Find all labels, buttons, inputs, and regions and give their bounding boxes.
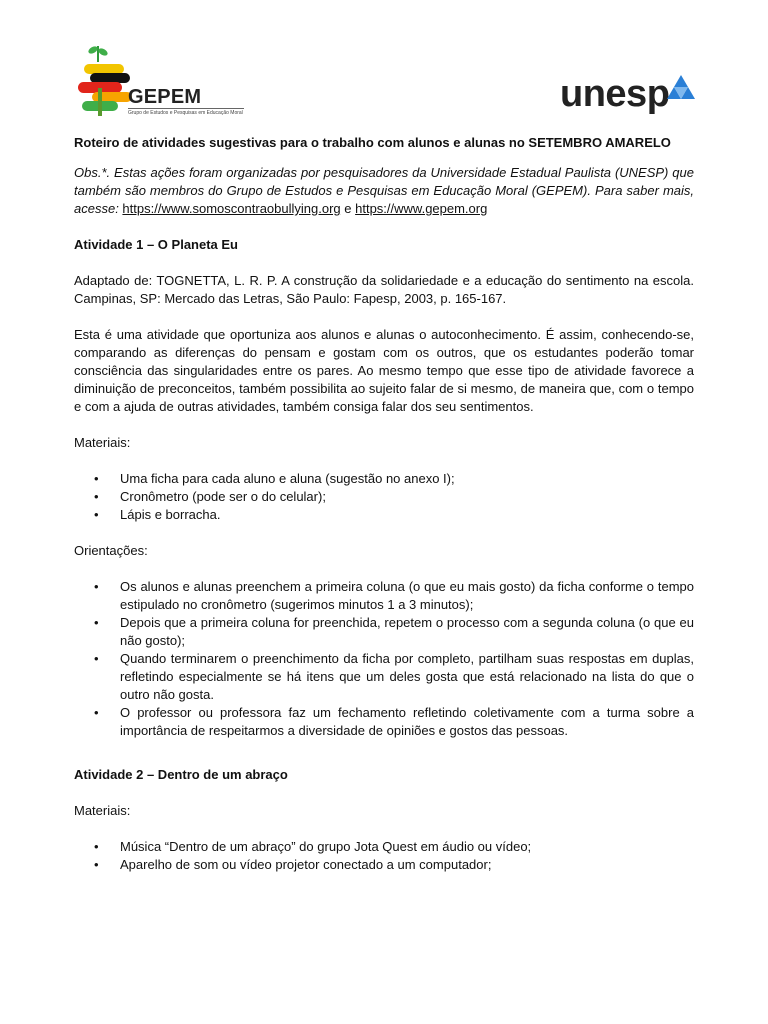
list-item-text: O professor ou professora faz um fechamento refletindo coletivamente com a turma sobre a importância de respeitarmos a diversidade de opiniões e gostos das pessoas. — [120, 705, 694, 738]
list-item-text: Lápis e borracha. — [120, 507, 221, 522]
list-item — [74, 614, 694, 650]
observation-text: Obs.*. Estas ações foram organizadas por pesquisadores da Universidade Estadual Paulista (UNESP) que também são membros do Grupo de Estudos e Pesquisas em Educação Moral (GEPEM). Para saber mais, acesse: — [74, 165, 694, 216]
gepem-name: GEPEM — [128, 86, 202, 108]
document-body — [74, 134, 694, 892]
bullet: • — [94, 839, 99, 854]
activity1-materials-list — [74, 470, 694, 524]
list-item — [74, 578, 694, 614]
observation-paragraph — [74, 164, 694, 218]
activity2-materials-list — [74, 838, 694, 874]
activity2-title: Atividade 2 – Dentro de um abraço — [74, 767, 288, 782]
list-item-text: Uma ficha para cada aluno e aluna (sugestão no anexo I); — [120, 471, 455, 486]
bullet: • — [94, 615, 99, 630]
activity1-source: Adaptado de: TOGNETTA, L. R. P. A construção da solidariedade e a educação do sentimento na escola. Campinas, SP: Mercado das Letras, São Paulo: Fapesp, 2003, p. 165-167. — [74, 273, 694, 306]
list-item — [74, 856, 694, 874]
document-title: Roteiro de atividades sugestivas para o trabalho com alunos e alunas no SETEMBRO AMARELO — [74, 135, 671, 150]
list-item-text: Os alunos e alunas preenchem a primeira coluna (o que eu mais gosto) da ficha conforme o tempo estipulado no cronômetro (sugerimos minutos 1 a 3 minutos); — [120, 579, 694, 612]
link-gepem[interactable]: https://www.gepem.org — [355, 201, 488, 216]
list-item-text: Aparelho de som ou vídeo projetor conectado a um computador; — [120, 857, 492, 872]
activity1-orientations-label: Orientações: — [74, 543, 148, 558]
activity1-orientations-list — [74, 578, 694, 740]
list-item-text: Cronômetro (pode ser o do celular); — [120, 489, 326, 504]
list-item — [74, 838, 694, 856]
list-item — [74, 488, 694, 506]
bullet: • — [94, 507, 99, 522]
list-item — [74, 650, 694, 704]
list-item-text: Música “Dentro de um abraço” do grupo Jota Quest em áudio ou vídeo; — [120, 839, 532, 854]
unesp-name: unesp — [560, 73, 670, 115]
link-separator: e — [340, 201, 356, 216]
bullet: • — [94, 705, 99, 720]
list-item-text: Quando terminarem o preenchimento da ficha por completo, partilham suas respostas em duplas, refletindo especialmente se há itens que um deles gosta que está relacionado na lista do que o outro não gosta. — [120, 651, 694, 702]
list-item — [74, 704, 694, 740]
bullet: • — [94, 651, 99, 666]
bullet: • — [94, 471, 99, 486]
bullet: • — [94, 579, 99, 594]
list-item — [74, 470, 694, 488]
link-somoscontraobullying[interactable]: https://www.somoscontraobullying.org — [122, 201, 341, 216]
gepem-subtitle: Grupo de Estudos e Pesquisas em Educação Moral — [128, 110, 243, 116]
list-item-text: Depois que a primeira coluna for preenchida, repetem o processo com a segunda coluna (o que eu não gosto); — [120, 615, 694, 648]
activity2-materials-label: Materiais: — [74, 803, 131, 818]
activity1-materials-label: Materiais: — [74, 435, 131, 450]
bullet: • — [94, 489, 99, 504]
unesp-triangles-icon — [666, 74, 696, 104]
list-item — [74, 506, 694, 524]
activity1-description: Esta é uma atividade que oportuniza aos alunos e alunas o autoconhecimento. É assim, conhecendo-se, comparando as diferenças do pensam e gostam com os outros, que os estudantes poderão tomar consciência das singularidades entre os pares. Ao mesmo tempo que esse tipo de atividade favorece a diminuição de preconceitos, também possibilita ao sujeito falar de si mesmo, de maneira que, com o tempo e com a ajuda de outras atividades, também consiga falar dos seu sentimentos. — [74, 327, 694, 414]
bullet: • — [94, 857, 99, 872]
activity1-title: Atividade 1 – O Planeta Eu — [74, 237, 238, 252]
